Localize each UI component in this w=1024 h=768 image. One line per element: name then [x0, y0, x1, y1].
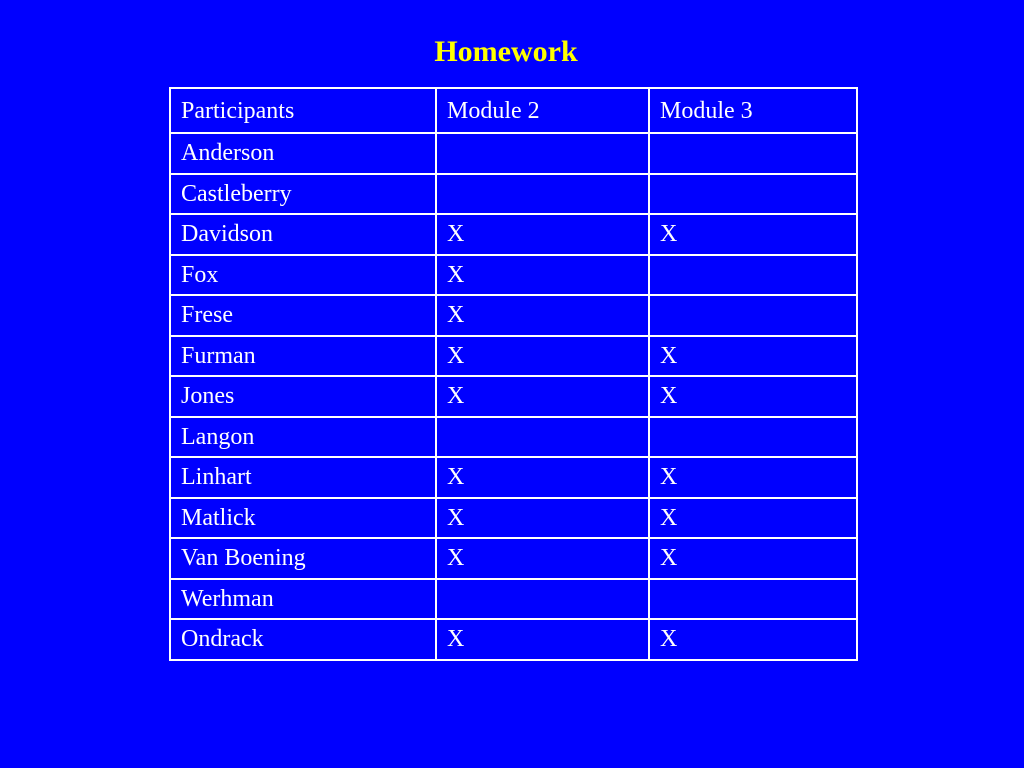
- module-3-cell: X: [649, 457, 857, 498]
- module-3-cell: X: [649, 376, 857, 417]
- module-3-cell: X: [649, 538, 857, 579]
- table-row: [170, 376, 857, 417]
- participant-cell: Fox: [170, 255, 436, 296]
- module-2-cell: X: [436, 457, 649, 498]
- table-body: [170, 88, 857, 660]
- table-row: [170, 457, 857, 498]
- module-3-cell: [649, 133, 857, 174]
- table-row: [170, 133, 857, 174]
- module-2-cell: [436, 579, 649, 620]
- module-3-cell: X: [649, 498, 857, 539]
- module-2-cell: X: [436, 376, 649, 417]
- participant-cell: Matlick: [170, 498, 436, 539]
- module-2-cell: X: [436, 295, 649, 336]
- module-2-cell: X: [436, 255, 649, 296]
- header-module-2: Module 2: [436, 88, 649, 133]
- module-3-cell: [649, 579, 857, 620]
- table-row: [170, 619, 857, 660]
- table-row: [170, 498, 857, 539]
- participant-cell: Jones: [170, 376, 436, 417]
- table-row: [170, 295, 857, 336]
- module-3-cell: [649, 417, 857, 458]
- module-3-cell: [649, 255, 857, 296]
- module-3-cell: X: [649, 214, 857, 255]
- module-3-cell: [649, 174, 857, 215]
- participant-cell: Werhman: [170, 579, 436, 620]
- participant-cell: Ondrack: [170, 619, 436, 660]
- participant-cell: Furman: [170, 336, 436, 377]
- table-header-row: [170, 88, 857, 133]
- module-2-cell: X: [436, 214, 649, 255]
- module-3-cell: X: [649, 619, 857, 660]
- module-2-cell: [436, 417, 649, 458]
- module-2-cell: [436, 174, 649, 215]
- module-3-cell: X: [649, 336, 857, 377]
- table-row: [170, 417, 857, 458]
- participant-cell: Castleberry: [170, 174, 436, 215]
- module-2-cell: X: [436, 538, 649, 579]
- table-row: [170, 538, 857, 579]
- table-row: [170, 174, 857, 215]
- participant-cell: Anderson: [170, 133, 436, 174]
- participant-cell: Langon: [170, 417, 436, 458]
- module-2-cell: X: [436, 336, 649, 377]
- participant-cell: Davidson: [170, 214, 436, 255]
- module-3-cell: [649, 295, 857, 336]
- homework-table: [169, 87, 858, 661]
- participant-cell: Linhart: [170, 457, 436, 498]
- table-row: [170, 336, 857, 377]
- table-row: [170, 579, 857, 620]
- table-row: [170, 255, 857, 296]
- slide-title: Homework: [434, 35, 578, 68]
- module-2-cell: [436, 133, 649, 174]
- table-row: [170, 214, 857, 255]
- participant-cell: Frese: [170, 295, 436, 336]
- participant-cell: Van Boening: [170, 538, 436, 579]
- module-2-cell: X: [436, 498, 649, 539]
- header-participants: Participants: [170, 88, 436, 133]
- header-module-3: Module 3: [649, 88, 857, 133]
- module-2-cell: X: [436, 619, 649, 660]
